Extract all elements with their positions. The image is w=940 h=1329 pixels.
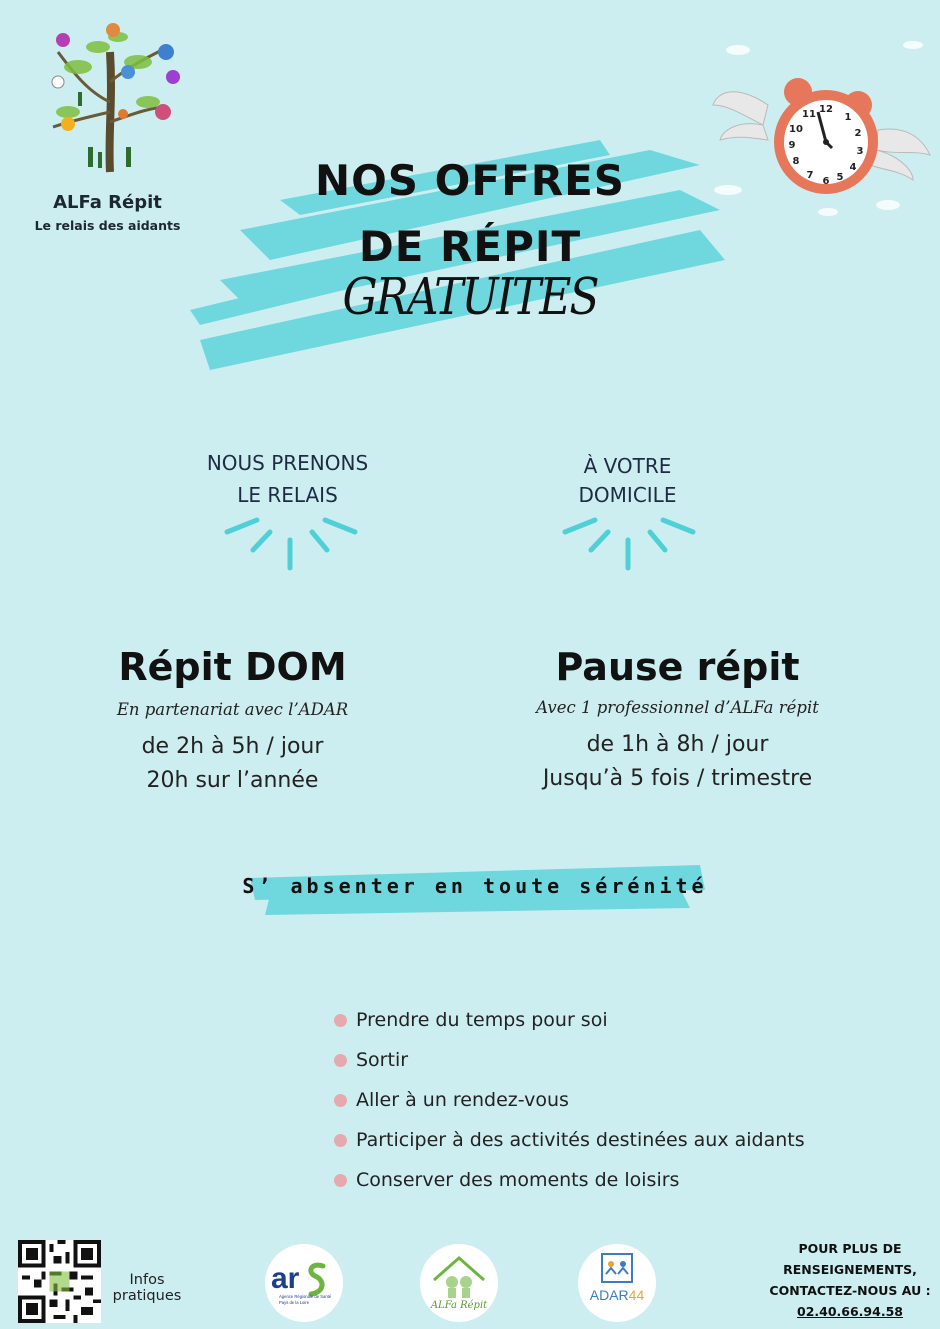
offer-title-pause-repit: Pause répit	[555, 645, 800, 689]
subtitle-relay	[180, 447, 395, 511]
svg-text:3: 3	[856, 146, 864, 157]
svg-text:5: 5	[836, 172, 844, 183]
info-label-line-1: Infos	[129, 1272, 165, 1288]
bullet-dot-icon	[334, 1054, 347, 1067]
list-item	[334, 1080, 854, 1120]
light-rays-icon	[215, 510, 365, 580]
ars-logo-icon	[265, 1244, 343, 1322]
offer-detail-repit-dom-1: de 2h à 5h / jour	[141, 734, 324, 759]
svg-text:9: 9	[788, 140, 796, 151]
list-item	[334, 1160, 854, 1200]
svg-text:7: 7	[806, 170, 814, 181]
list-item	[334, 1040, 854, 1080]
offer-detail-repit-dom-2: 20h sur l’année	[146, 768, 319, 793]
offer-note-pause-repit: Avec 1 professionnel d’ALFa répit	[536, 698, 819, 717]
offer-detail-pause-repit-2: Jusqu’à 5 fois / trimestre	[542, 766, 813, 791]
contact-phone[interactable]: 02.40.66.94.58	[797, 1304, 903, 1319]
info-label	[108, 1272, 186, 1304]
list-item	[334, 1000, 854, 1040]
org-tagline: Le relais des aidants	[34, 218, 181, 233]
title-line-1: NOS OFFRES	[314, 156, 626, 205]
qr-code-icon[interactable]	[18, 1240, 101, 1323]
contact-line-2: RENSEIGNEMENTS,	[783, 1262, 917, 1277]
adar44-logo	[578, 1244, 656, 1322]
bullet-dot-icon	[334, 1134, 347, 1147]
svg-text:10: 10	[789, 124, 803, 135]
bullet-dot-icon	[334, 1014, 347, 1027]
benefit-text: Conserver des moments de loisirs	[356, 1169, 680, 1191]
svg-text:2: 2	[854, 128, 862, 139]
ars-logo	[265, 1244, 343, 1322]
benefit-text: Prendre du temps pour soi	[356, 1009, 608, 1031]
subtitle-relay-line-1: NOUS PRENONS	[206, 451, 369, 475]
light-rays-icon	[553, 510, 703, 580]
svg-text:4: 4	[849, 162, 857, 173]
tree-logo-icon	[18, 12, 198, 182]
contact-line-3: CONTACTEZ-NOUS AU :	[769, 1283, 931, 1298]
svg-text:ALFa Répit: ALFa Répit	[430, 1300, 488, 1311]
offer-detail-pause-repit-1: de 1h à 8h / jour	[586, 732, 769, 757]
svg-text:ADAR44: ADAR44	[589, 1287, 645, 1303]
subtitle-home-line-2: DOMICILE	[578, 483, 677, 507]
subtitle-home	[540, 452, 715, 510]
svg-text:Pays de la Loire: Pays de la Loire	[279, 1300, 310, 1305]
bullet-dot-icon	[334, 1174, 347, 1187]
subtitle-home-line-1: À VOTRE	[583, 454, 672, 478]
adar44-logo-icon	[578, 1244, 656, 1322]
contact-line-1: POUR PLUS DE	[798, 1241, 902, 1256]
offer-note-repit-dom: En partenariat avec l’ADAR	[116, 700, 349, 719]
tagline: S’ absenter en toute sérénité	[242, 874, 708, 898]
svg-text:11: 11	[802, 109, 816, 120]
benefit-text: Participer à des activités destinées aux aidants	[356, 1129, 805, 1151]
contact-block	[760, 1238, 940, 1322]
svg-text:Agence Régionale de Santé: Agence Régionale de Santé	[279, 1294, 332, 1299]
info-label-line-2: pratiques	[112, 1288, 182, 1304]
svg-text:ar: ar	[271, 1262, 300, 1295]
alfa-repit-logo	[420, 1244, 498, 1322]
flying-alarm-clock-icon	[708, 30, 936, 220]
bullet-dot-icon	[334, 1094, 347, 1107]
list-item	[334, 1120, 854, 1160]
alfa-repit-logo-icon	[420, 1244, 498, 1322]
svg-text:1: 1	[844, 112, 852, 123]
svg-text:8: 8	[792, 156, 800, 167]
offer-title-repit-dom: Répit DOM	[118, 645, 347, 689]
benefit-text: Sortir	[356, 1049, 409, 1071]
title-line-2: DE RÉPIT	[358, 222, 582, 271]
subtitle-relay-line-2: LE RELAIS	[237, 483, 338, 507]
org-name: ALFa Répit	[53, 192, 162, 213]
title-line-3: GRATUITES	[342, 268, 598, 327]
benefit-text: Aller à un rendez-vous	[356, 1089, 569, 1111]
benefits-list	[334, 1000, 854, 1200]
svg-text:12: 12	[819, 104, 833, 115]
svg-text:6: 6	[822, 176, 830, 187]
